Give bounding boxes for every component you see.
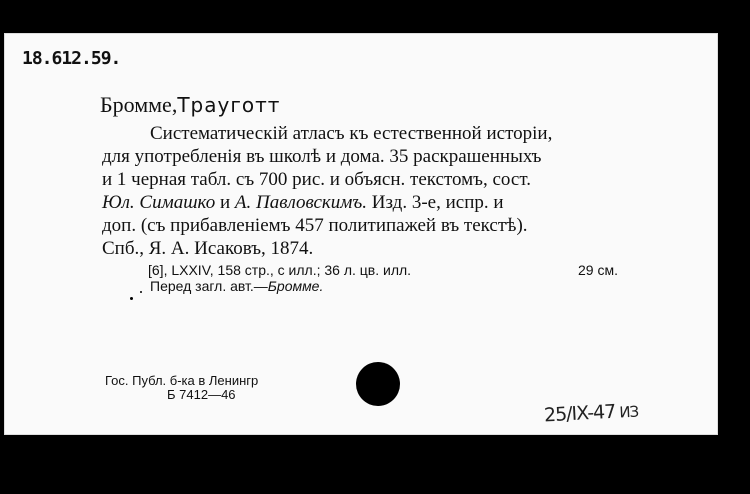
punch-hole xyxy=(356,362,400,406)
title-line-4 xyxy=(102,192,504,214)
speck xyxy=(140,291,142,293)
call-number: 18.612.59. xyxy=(22,48,121,69)
catalog-card xyxy=(4,33,718,435)
note-prefix: Перед загл. авт.— xyxy=(150,278,268,294)
note-line xyxy=(150,278,323,294)
author-printed: Бромме, xyxy=(100,92,178,117)
inventory-number: Б 7412—46 xyxy=(167,387,236,402)
compiler-1: Юл. Симашко xyxy=(102,192,216,213)
library-stamp xyxy=(105,374,258,402)
title-line-3: и 1 черная табл. съ 700 рис. и объясн. текстомъ, сост. xyxy=(102,169,531,190)
title-line-5: доп. (съ прибавленіемъ 457 политипажей въ текстѣ). xyxy=(102,215,528,236)
conjunction: и xyxy=(219,192,231,213)
edition-text: Изд. 3-е, испр. и xyxy=(371,192,504,213)
speck xyxy=(130,297,133,300)
author-handwritten: Трауготт xyxy=(177,93,281,117)
author-heading xyxy=(100,92,280,118)
library-name: Гос. Публ. б-ка в Ленингр xyxy=(105,373,259,388)
collation: [6], LXXIV, 158 стр., с илл.; 36 л. цв. илл. xyxy=(148,262,412,278)
handwritten-date xyxy=(543,400,638,427)
title-line-1: Систематическій атласъ къ естественной исторіи, xyxy=(150,123,553,144)
date-text: 25/IX-47 xyxy=(543,400,616,427)
collation-line xyxy=(148,262,618,278)
note-name: Бромме. xyxy=(267,278,324,294)
compiler-2: А. Павловскимъ. xyxy=(234,192,368,213)
size: 29 см. xyxy=(578,262,618,278)
title-line-2: для употребленія въ школѣ и дома. 35 раскрашенныхъ xyxy=(102,146,542,167)
imprint-line: Спб., Я. А. Исаковъ, 1874. xyxy=(102,238,314,259)
initials: ИЗ xyxy=(618,402,639,422)
